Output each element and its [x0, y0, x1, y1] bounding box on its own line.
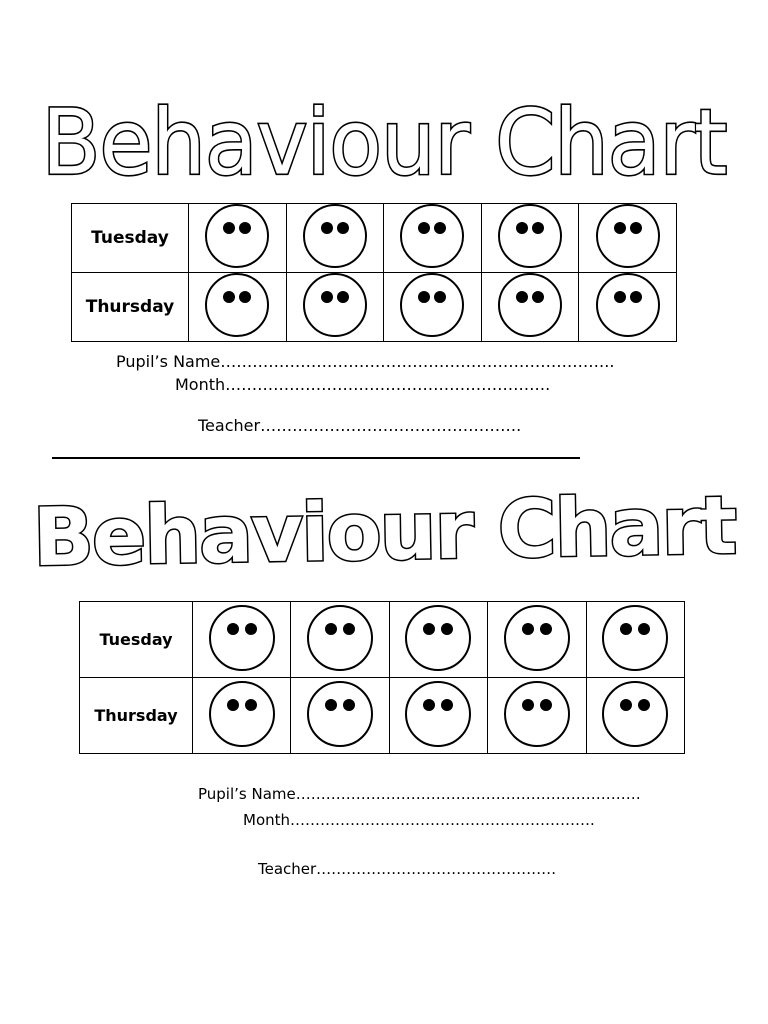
face-cell[interactable]: [579, 273, 677, 342]
day-label: Tuesday: [80, 602, 193, 678]
pupil-name-field[interactable]: Pupil’s Name……………………………………………………………: [198, 785, 641, 803]
smiley-face-icon[interactable]: [405, 681, 471, 747]
smiley-face-icon[interactable]: [405, 605, 471, 671]
face-cell[interactable]: [579, 204, 677, 273]
behaviour-table-top: [71, 203, 677, 342]
chart-title-top: Behaviour Chart: [41, 90, 727, 196]
face-cell[interactable]: [488, 678, 586, 754]
face-cell[interactable]: [193, 678, 291, 754]
smiley-face-icon[interactable]: [303, 204, 367, 268]
smiley-face-icon[interactable]: [602, 681, 668, 747]
smiley-face-icon[interactable]: [498, 273, 562, 337]
smiley-face-icon[interactable]: [504, 605, 570, 671]
day-label: Thursday: [80, 678, 193, 754]
smiley-face-icon[interactable]: [596, 204, 660, 268]
face-cell[interactable]: [586, 678, 684, 754]
day-label: Thursday: [72, 273, 189, 342]
smiley-face-icon[interactable]: [307, 681, 373, 747]
teacher-field[interactable]: Teacher…………………………………………: [258, 860, 557, 878]
face-cell[interactable]: [193, 602, 291, 678]
pupil-name-field[interactable]: Pupil’s Name………………………………………………………………..: [116, 352, 615, 371]
face-cell[interactable]: [291, 602, 389, 678]
smiley-face-icon[interactable]: [400, 273, 464, 337]
teacher-field[interactable]: Teacher………………………………………….: [198, 416, 522, 435]
month-field[interactable]: Month…………………………………………………….: [243, 811, 595, 829]
table-row: [72, 204, 677, 273]
behaviour-table-bottom: [79, 601, 685, 754]
smiley-face-icon[interactable]: [205, 204, 269, 268]
day-label: Tuesday: [72, 204, 189, 273]
face-cell[interactable]: [189, 204, 287, 273]
smiley-face-icon[interactable]: [400, 204, 464, 268]
face-cell[interactable]: [286, 204, 384, 273]
face-cell[interactable]: [384, 273, 482, 342]
table-row: [80, 678, 685, 754]
face-cell[interactable]: [481, 273, 579, 342]
face-cell[interactable]: [488, 602, 586, 678]
face-cell[interactable]: [389, 678, 487, 754]
face-cell[interactable]: [291, 678, 389, 754]
month-field[interactable]: Month…………………………………………………….: [175, 375, 551, 394]
smiley-face-icon[interactable]: [602, 605, 668, 671]
smiley-face-icon[interactable]: [209, 681, 275, 747]
face-cell[interactable]: [286, 273, 384, 342]
table-row: [80, 602, 685, 678]
smiley-face-icon[interactable]: [209, 605, 275, 671]
chart-title-bottom: Behaviour Chart: [32, 478, 736, 585]
face-cell[interactable]: [586, 602, 684, 678]
face-cell[interactable]: [389, 602, 487, 678]
face-cell[interactable]: [384, 204, 482, 273]
table-row: [72, 273, 677, 342]
smiley-face-icon[interactable]: [303, 273, 367, 337]
smiley-face-icon[interactable]: [205, 273, 269, 337]
cut-line-divider: [52, 457, 580, 459]
smiley-face-icon[interactable]: [498, 204, 562, 268]
face-cell[interactable]: [481, 204, 579, 273]
smiley-face-icon[interactable]: [596, 273, 660, 337]
smiley-face-icon[interactable]: [504, 681, 570, 747]
smiley-face-icon[interactable]: [307, 605, 373, 671]
face-cell[interactable]: [189, 273, 287, 342]
